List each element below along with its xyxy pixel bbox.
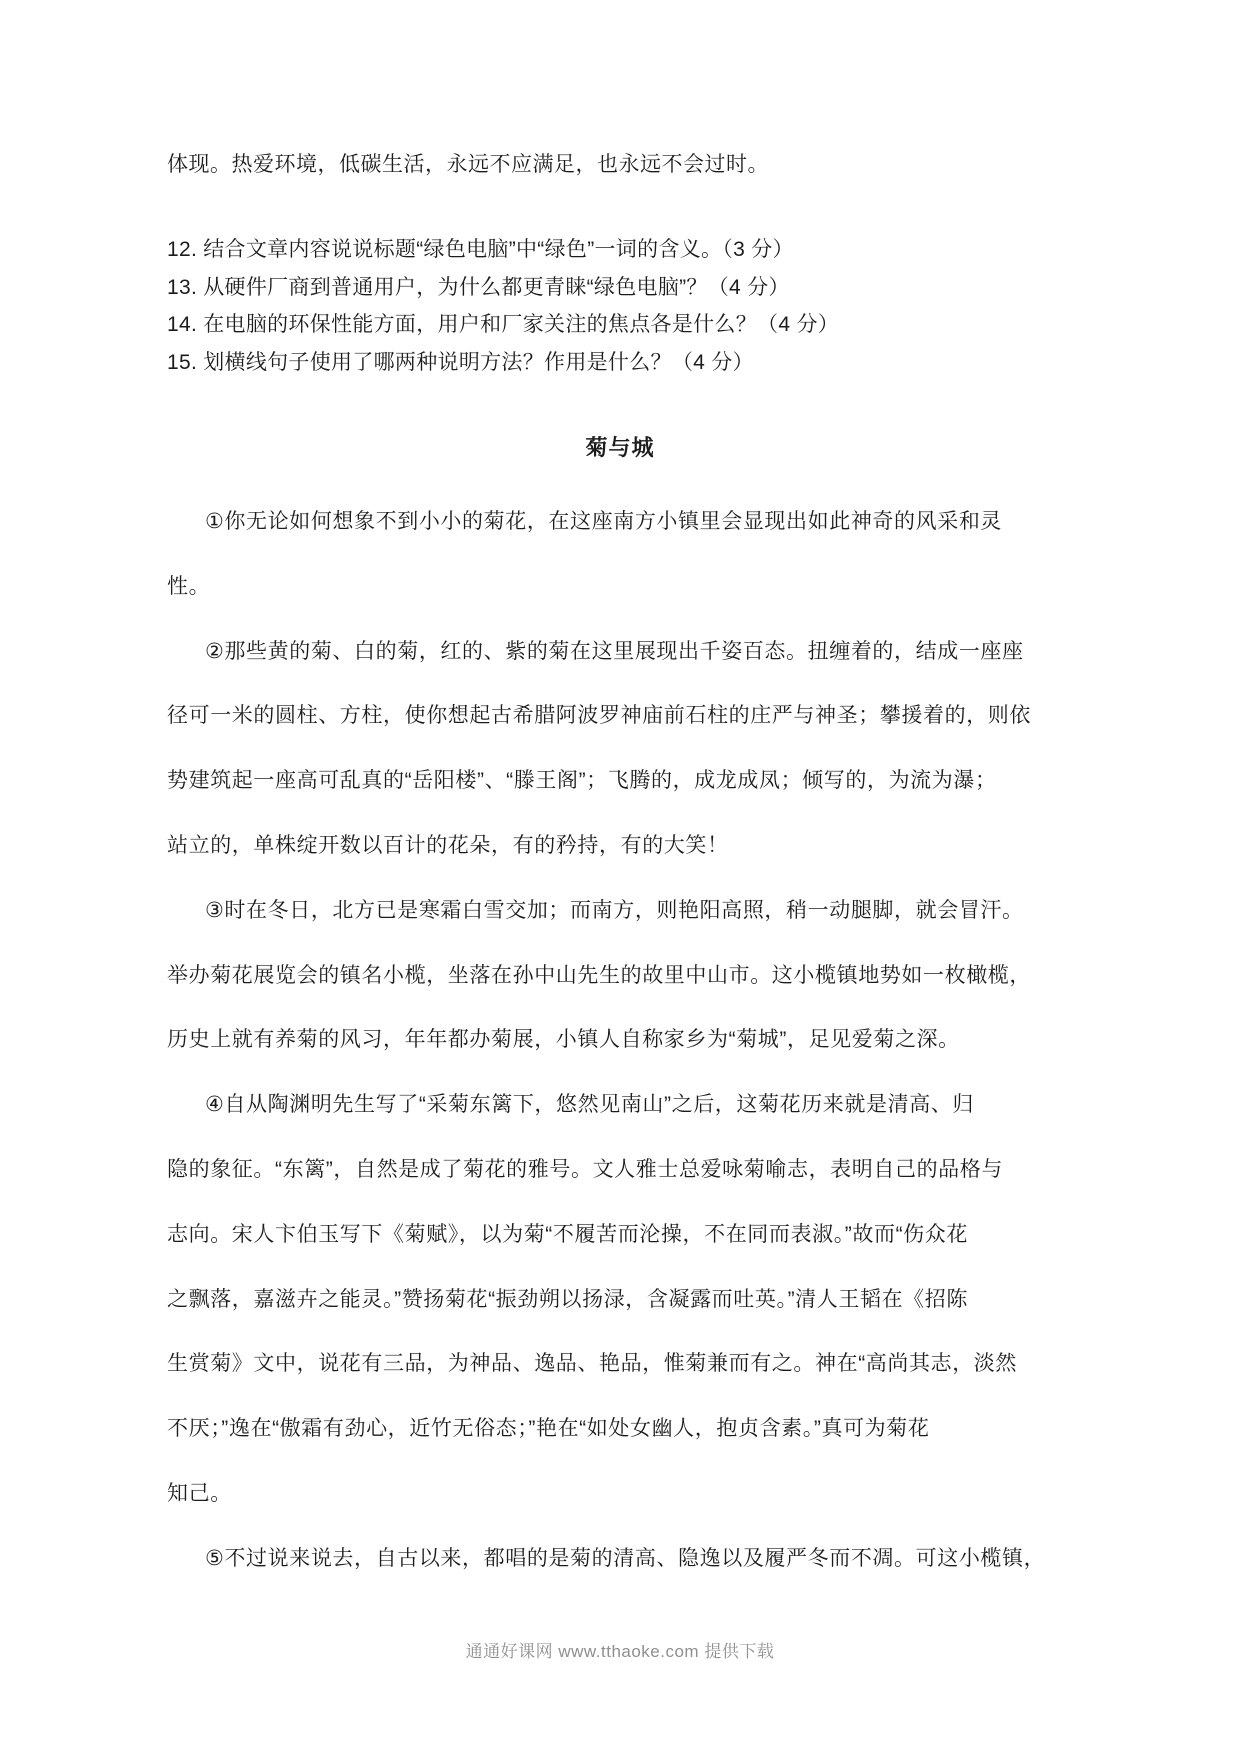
- passage-line: 隐的象征。“东篱”，自然是成了菊花的雅号。文人雅士总爱咏菊喻志，表明自己的品格与: [167, 1157, 1003, 1181]
- passage-line: 知己。: [167, 1481, 232, 1505]
- question-list: [167, 231, 1090, 381]
- passage-line: 不厌；”逸在“傲霜有劲心，近竹无俗态；”艳在“如处女幽人，抱贞含素。”真可为菊花: [167, 1417, 930, 1441]
- passage-line: ⑤不过说来说去，自古以来，都唱的是菊的清高、隐逸以及履严冬而不凋。可这小榄镇，: [205, 1546, 1046, 1570]
- passage-line: ④自从陶渊明先生写了“采菊东篱下，悠然见南山”之后，这菊花历来就是清高、归: [205, 1093, 975, 1117]
- passage-line: 之飘落，嘉滋卉之能灵。”赞扬菊花“振劲朔以扬渌，含凝露而吐英。”清人王韬在《招陈: [167, 1287, 968, 1311]
- question-12: 12. 结合文章内容说说标题“绿色电脑”中“绿色”一词的含义。（3 分）: [167, 238, 794, 261]
- question-14: 14. 在电脑的环保性能方面，用户和厂家关注的焦点各是什么？（4 分）: [167, 313, 840, 336]
- passage-body: [167, 490, 1090, 1592]
- passage-line: 性。: [167, 574, 211, 598]
- passage-line: 生赏菊》文中，说花有三品，为神品、逸品、艳品，惟菊兼而有之。神在“高尚其志，淡然: [167, 1352, 1017, 1376]
- passage-line: 势建筑起一座高可乱真的“岳阳楼”、“滕王阁”；飞腾的，成龙成凤；倾写的，为流为瀑；: [167, 769, 997, 793]
- passage-line: ①你无论如何想象不到小小的菊花，在这座南方小镇里会显现出如此神奇的风采和灵: [205, 510, 1003, 533]
- passage-line: 径可一米的圆柱、方柱，使你想起古希腊阿波罗神庙前石柱的庄严与神圣；攀援着的，则依: [167, 704, 1031, 728]
- question-13: 13. 从硬件厂商到普通用户，为什么都更青睐“绿色电脑”？（4 分）: [167, 275, 790, 299]
- footer-watermark: 通通好课网 www.tthaoke.com 提供下载: [465, 1642, 775, 1661]
- passage-line: 历史上就有养菊的风习，年年都办菊展，小镇人自称家乡为“菊城”，足见爱菊之深。: [167, 1028, 960, 1052]
- passage-line: ②那些黄的菊、白的菊，红的、紫的菊在这里展现出千姿百态。扭缠着的，结成一座座: [205, 639, 1024, 663]
- question-15: 15. 划横线句子使用了哪两种说明方法？作用是什么？（4 分）: [167, 350, 754, 374]
- passage-line: 志向。宋人卞伯玉写下《菊赋》，以为菊“不履苦而沦操，不在同而表淑。”故而“伤众花: [167, 1222, 968, 1246]
- intro-paragraph-tail: 体现。热爱环境，低碳生活，永远不应满足，也永远不会过时。: [167, 153, 769, 176]
- passage-line: 站立的，单株绽开数以百计的花朵，有的矜持，有的大笑！: [167, 833, 729, 857]
- passage-title: 菊与城: [585, 435, 655, 460]
- passage-line: 举办菊花展览会的镇名小榄，坐落在孙中山先生的故里中山市。这小榄镇地势如一枚橄榄，: [167, 963, 1031, 987]
- passage-line: ③时在冬日，北方已是寒霜白雪交加；而南方，则艳阳高照，稍一动腿脚，就会冒汗。: [205, 898, 1024, 922]
